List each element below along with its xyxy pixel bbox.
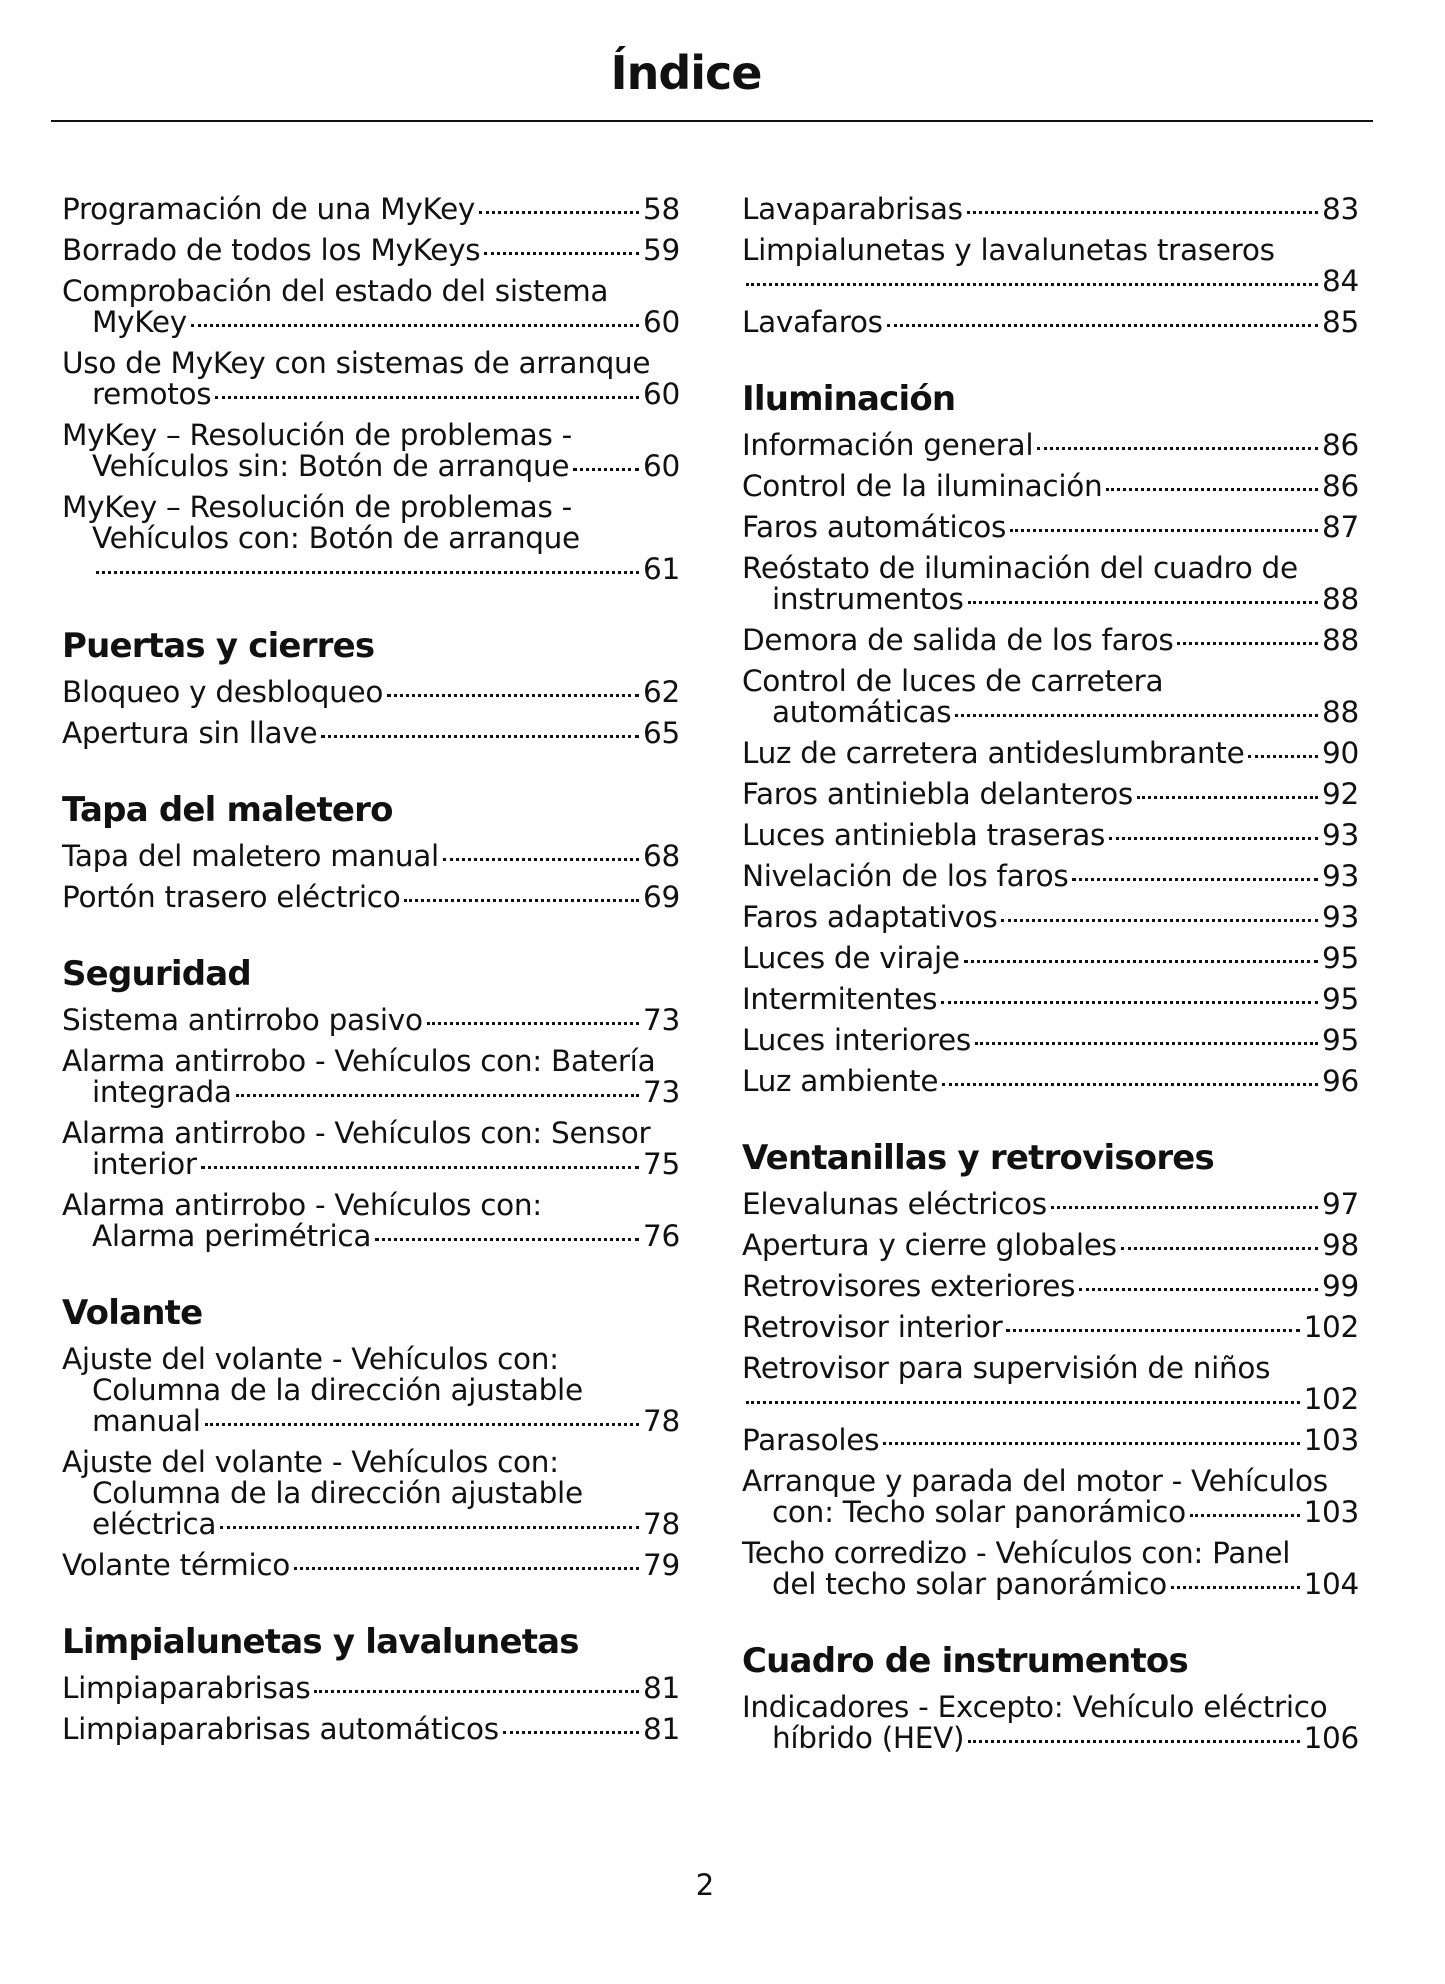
toc-entry[interactable] (742, 1312, 1359, 1343)
toc-entry[interactable] (62, 841, 680, 872)
toc-entry-label: Demora de salida de los faros (742, 623, 1174, 657)
dot-leader (967, 211, 1318, 214)
toc-entry[interactable] (742, 984, 1359, 1015)
toc-entry-page-number: 76 (643, 1219, 680, 1253)
dot-leader (1006, 1329, 1299, 1332)
toc-entry-page-number: 102 (1303, 1310, 1359, 1344)
section-heading: Tapa del maletero (62, 790, 393, 830)
toc-entry-page-number: 90 (1322, 736, 1359, 770)
toc-entry-label: Retrovisor interior (742, 1310, 1003, 1344)
dot-leader (968, 1740, 1299, 1743)
dot-leader (968, 601, 1318, 604)
toc-entry[interactable] (62, 235, 680, 266)
dot-leader (503, 1731, 639, 1734)
dot-leader (1001, 919, 1318, 922)
dot-leader (1137, 796, 1318, 799)
toc-entry-page-number: 95 (1322, 941, 1359, 975)
dot-leader (191, 324, 639, 327)
toc-entry[interactable] (742, 430, 1359, 461)
toc-entry-page-number: 78 (643, 1404, 680, 1438)
toc-entry-title-line: Uso de MyKey con sistemas de arranque (62, 346, 651, 380)
toc-entry-label: Alarma perimétrica (92, 1219, 372, 1253)
toc-entry-label: Bloqueo y desbloqueo (62, 675, 384, 709)
toc-entry-label: manual (92, 1404, 201, 1438)
toc-entry-label: Retrovisores exteriores (742, 1269, 1076, 1303)
toc-entry[interactable] (62, 718, 680, 749)
toc-entry[interactable] (742, 1189, 1359, 1220)
toc-entry-label: remotos (92, 377, 212, 411)
toc-entry-page-number: 86 (1322, 469, 1359, 503)
dot-leader (1079, 1288, 1318, 1291)
toc-entry[interactable] (62, 1118, 680, 1180)
toc-entry-page-number: 73 (643, 1003, 680, 1037)
toc-entry-page-number: 98 (1322, 1228, 1359, 1262)
toc-entry-page-number: 96 (1322, 1064, 1359, 1098)
toc-entry-title-line: Indicadores - Excepto: Vehículo eléctrico (742, 1690, 1328, 1724)
toc-entry-page-number: 103 (1303, 1495, 1359, 1529)
dot-leader (201, 1166, 639, 1169)
toc-entry[interactable] (742, 1466, 1359, 1528)
toc-left-column (62, 184, 680, 1745)
toc-entry-page-number: 93 (1322, 818, 1359, 852)
toc-entry-title-line: Columna de la dirección ajustable (92, 1373, 583, 1407)
page-title: Índice (610, 46, 762, 100)
title-divider (51, 120, 1373, 122)
toc-entry-page-number: 93 (1322, 859, 1359, 893)
toc-entry[interactable] (742, 1353, 1359, 1415)
toc-entry-label: Borrado de todos los MyKeys (62, 233, 481, 267)
dot-leader (887, 324, 1318, 327)
toc-entry-label: Limpiaparabrisas automáticos (62, 1712, 499, 1746)
dot-leader (1010, 529, 1318, 532)
toc-entry-page-number: 93 (1322, 900, 1359, 934)
toc-entry-page-number: 79 (643, 1548, 680, 1582)
dot-leader (321, 735, 639, 738)
toc-entry-title-line: Arranque y parada del motor - Vehículos (742, 1464, 1328, 1498)
toc-entry-title-line: Alarma antirrobo - Vehículos con: (62, 1188, 542, 1222)
toc-entry[interactable] (742, 512, 1359, 543)
toc-entry-title-line: MyKey – Resolución de problemas - (62, 490, 572, 524)
toc-entry[interactable] (742, 194, 1359, 225)
toc-entry[interactable] (742, 625, 1359, 656)
toc-entry-title-line: Comprobación del estado del sistema (62, 274, 609, 308)
dot-leader (941, 1001, 1318, 1004)
toc-entry-page-number: 73 (643, 1075, 680, 1109)
toc-entry[interactable] (742, 820, 1359, 851)
toc-entry[interactable] (62, 1673, 680, 1704)
toc-entry-page-number: 86 (1322, 428, 1359, 462)
toc-entry-label: Luces interiores (742, 1023, 971, 1057)
toc-entry-label: Lavafaros (742, 305, 883, 339)
toc-entry[interactable] (62, 1190, 680, 1252)
toc-entry-page-number: 81 (643, 1671, 680, 1705)
toc-entry-page-number: 103 (1303, 1423, 1359, 1457)
toc-entry-title-line: Columna de la dirección ajustable (92, 1476, 583, 1510)
toc-entry-page-number: 81 (643, 1712, 680, 1746)
toc-entry-label: del techo solar panorámico (772, 1567, 1167, 1601)
toc-entry-title-line: Retrovisor para supervisión de niños (742, 1351, 1271, 1385)
toc-entry-label: Portón trasero eléctrico (62, 880, 401, 914)
dot-leader (205, 1423, 639, 1426)
toc-entry-title-line: MyKey – Resolución de problemas - (62, 418, 572, 452)
toc-entry-label: interior (92, 1147, 197, 1181)
toc-entry-title-line: Reóstato de iluminación del cuadro de (742, 551, 1298, 585)
toc-entry-label: Luces antiniebla traseras (742, 818, 1106, 852)
toc-entry-page-number: 97 (1322, 1187, 1359, 1221)
toc-entry-page-number: 88 (1322, 695, 1359, 729)
toc-entry-label: Parasoles (742, 1423, 880, 1457)
dot-leader (387, 694, 639, 697)
toc-entry[interactable] (742, 666, 1359, 728)
toc-entry[interactable] (742, 738, 1359, 769)
toc-entry-title-line: Ajuste del volante - Vehículos con: (62, 1445, 559, 1479)
toc-entry[interactable] (62, 276, 680, 338)
toc-entry[interactable] (742, 902, 1359, 933)
toc-entry[interactable] (742, 471, 1359, 502)
toc-entry-page-number: 60 (643, 449, 680, 483)
toc-entry[interactable] (742, 235, 1359, 297)
dot-leader (404, 899, 639, 902)
toc-right-column (742, 184, 1359, 1754)
dot-leader (975, 1042, 1318, 1045)
toc-entry-title-line: Alarma antirrobo - Vehículos con: Batería (62, 1044, 656, 1078)
toc-entry-page-number: 58 (643, 192, 680, 226)
dot-leader (443, 858, 639, 861)
toc-entry-label: Sistema antirrobo pasivo (62, 1003, 423, 1037)
dot-leader (964, 960, 1318, 963)
section-heading: Cuadro de instrumentos (742, 1641, 1188, 1681)
toc-entry-page-number: 99 (1322, 1269, 1359, 1303)
dot-leader (1037, 447, 1318, 450)
toc-entry-page-number: 102 (1303, 1382, 1359, 1416)
dot-leader (375, 1238, 639, 1241)
dot-leader (427, 1022, 639, 1025)
toc-entry[interactable] (742, 1692, 1359, 1754)
toc-entry-label: Lavaparabrisas (742, 192, 963, 226)
dot-leader (236, 1094, 639, 1097)
dot-leader (573, 468, 639, 471)
toc-entry-label: con: Techo solar panorámico (772, 1495, 1186, 1529)
dot-leader (1051, 1206, 1318, 1209)
toc-entry-label: Nivelación de los faros (742, 859, 1069, 893)
toc-entry-label: eléctrica (92, 1507, 217, 1541)
toc-entry[interactable] (742, 1538, 1359, 1600)
toc-entry-page-number: 65 (643, 716, 680, 750)
toc-entry[interactable] (742, 1230, 1359, 1261)
section-heading: Seguridad (62, 954, 251, 994)
dot-leader (96, 571, 639, 574)
toc-entry-page-number: 61 (643, 552, 680, 586)
toc-entry-page-number: 60 (643, 305, 680, 339)
toc-entry[interactable] (742, 1425, 1359, 1456)
section-heading: Volante (62, 1293, 203, 1333)
toc-entry-label: MyKey (92, 305, 187, 339)
toc-entry[interactable] (742, 307, 1359, 338)
toc-entry-title-line: Control de luces de carretera (742, 664, 1164, 698)
toc-entry[interactable] (62, 1344, 680, 1437)
toc-entry[interactable] (62, 1447, 680, 1540)
dot-leader (1072, 878, 1318, 881)
toc-entry[interactable] (742, 861, 1359, 892)
toc-entry-label: Limpiaparabrisas (62, 1671, 311, 1705)
toc-entry-page-number: 62 (643, 675, 680, 709)
toc-entry-label: automáticas (772, 695, 952, 729)
dot-leader (220, 1526, 639, 1529)
dot-leader (1171, 1586, 1300, 1589)
toc-entry[interactable] (742, 779, 1359, 810)
dot-leader (1121, 1247, 1318, 1250)
dot-leader (484, 252, 639, 255)
dot-leader (1106, 488, 1318, 491)
section-heading: Ventanillas y retrovisores (742, 1138, 1214, 1178)
toc-entry-label: Elevalunas eléctricos (742, 1187, 1047, 1221)
dot-leader (746, 1401, 1300, 1404)
toc-entry[interactable] (62, 492, 680, 585)
toc-entry[interactable] (742, 553, 1359, 615)
toc-entry-label: Volante térmico (62, 1548, 291, 1582)
toc-entry-title-line: Alarma antirrobo - Vehículos con: Sensor (62, 1116, 651, 1150)
toc-entry-page-number: 106 (1303, 1721, 1359, 1755)
toc-entry-label: Apertura sin llave (62, 716, 318, 750)
toc-entry-title-line: Techo corredizo - Vehículos con: Panel (742, 1536, 1291, 1570)
toc-entry-label: Apertura y cierre globales (742, 1228, 1117, 1262)
toc-entry-label: híbrido (HEV) (772, 1721, 965, 1755)
dot-leader (1190, 1514, 1300, 1517)
toc-entry-page-number: 92 (1322, 777, 1359, 811)
toc-entry-label: instrumentos (772, 582, 964, 616)
toc-entry[interactable] (62, 1005, 680, 1036)
toc-entry-label: Intermitentes (742, 982, 938, 1016)
toc-entry-label: Información general (742, 428, 1034, 462)
dot-leader (955, 714, 1318, 717)
toc-entry-title-line: Limpialunetas y lavalunetas traseros (742, 233, 1275, 267)
toc-entry[interactable] (62, 1046, 680, 1108)
toc-entry-label: Vehículos sin: Botón de arranque (92, 449, 570, 483)
toc-entry-label: Programación de una MyKey (62, 192, 476, 226)
toc-entry-page-number: 88 (1322, 582, 1359, 616)
page-number: 2 (695, 1868, 715, 1902)
toc-entry[interactable] (62, 420, 680, 482)
dot-leader (479, 211, 639, 214)
toc-entry-page-number: 68 (643, 839, 680, 873)
toc-entry-page-number: 85 (1322, 305, 1359, 339)
toc-entry-page-number: 83 (1322, 192, 1359, 226)
section-heading: Limpialunetas y lavalunetas (62, 1622, 579, 1662)
toc-entry-page-number: 60 (643, 377, 680, 411)
toc-entry-page-number: 95 (1322, 1023, 1359, 1057)
toc-entry-page-number: 87 (1322, 510, 1359, 544)
toc-entry-label: Faros antiniebla delanteros (742, 777, 1133, 811)
toc-entry-page-number: 75 (643, 1147, 680, 1181)
dot-leader (1109, 837, 1318, 840)
toc-entry[interactable] (742, 1271, 1359, 1302)
toc-entry[interactable] (62, 1714, 680, 1745)
toc-entry-page-number: 69 (643, 880, 680, 914)
toc-entry[interactable] (62, 348, 680, 410)
dot-leader (215, 396, 639, 399)
section-heading: Puertas y cierres (62, 626, 375, 666)
toc-entry-title-line: Vehículos con: Botón de arranque (92, 521, 580, 555)
toc-entry-label: Luz de carretera antideslumbrante (742, 736, 1245, 770)
toc-entry-title-line: Ajuste del volante - Vehículos con: (62, 1342, 559, 1376)
dot-leader (294, 1567, 639, 1570)
toc-entry-label: Tapa del maletero manual (62, 839, 439, 873)
toc-entry-page-number: 95 (1322, 982, 1359, 1016)
dot-leader (746, 283, 1318, 286)
dot-leader (314, 1690, 639, 1693)
dot-leader (942, 1083, 1318, 1086)
toc-entry-page-number: 84 (1322, 264, 1359, 298)
toc-entry-label: Luz ambiente (742, 1064, 939, 1098)
toc-entry[interactable] (62, 882, 680, 913)
toc-entry-page-number: 104 (1303, 1567, 1359, 1601)
toc-entry[interactable] (742, 943, 1359, 974)
toc-entry-label: integrada (92, 1075, 232, 1109)
toc-entry[interactable] (62, 677, 680, 708)
toc-entry-label: Luces de viraje (742, 941, 960, 975)
toc-entry-page-number: 78 (643, 1507, 680, 1541)
toc-entry[interactable] (742, 1066, 1359, 1097)
toc-entry-label: Faros adaptativos (742, 900, 998, 934)
toc-entry-label: Faros automáticos (742, 510, 1007, 544)
toc-entry-page-number: 59 (643, 233, 680, 267)
toc-entry[interactable] (62, 1550, 680, 1581)
section-heading: Iluminación (742, 379, 956, 419)
dot-leader (1177, 642, 1318, 645)
toc-entry-page-number: 88 (1322, 623, 1359, 657)
dot-leader (883, 1442, 1299, 1445)
toc-entry[interactable] (62, 194, 680, 225)
toc-entry-label: Control de la iluminación (742, 469, 1103, 503)
dot-leader (1248, 755, 1318, 758)
toc-entry[interactable] (742, 1025, 1359, 1056)
